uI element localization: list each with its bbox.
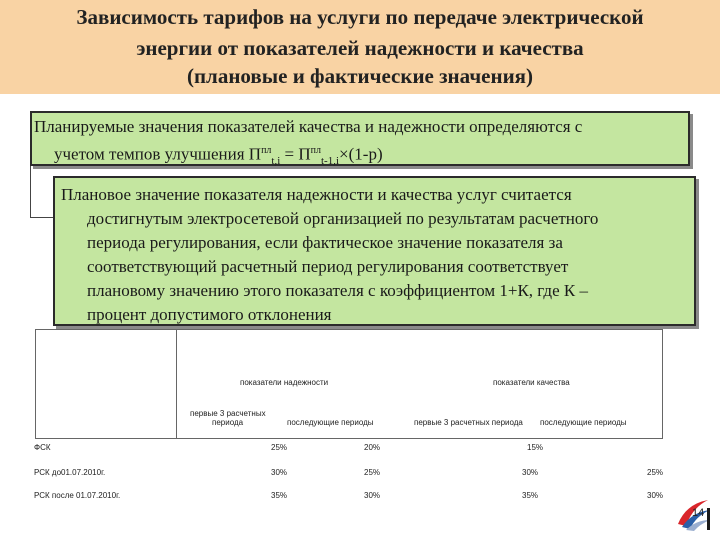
- row-label-rsk-before: РСК до01.07.2010г.: [34, 468, 106, 477]
- table-divider: [176, 329, 177, 438]
- achievement-line-2: достигнутым электросетевой организацией по результатам расчетного: [87, 209, 599, 228]
- planned-achievement-box: [53, 176, 696, 326]
- box-connector: [30, 166, 54, 218]
- title-banner: [0, 0, 720, 94]
- table-border-bottom: [35, 438, 663, 439]
- subheader-rel-first-1: первые 3 расчетных: [190, 409, 266, 418]
- formula-sub-2: t-1,i: [321, 155, 340, 168]
- formula-sub-1: t,i: [271, 155, 281, 168]
- page-marker-bar: [707, 508, 710, 530]
- cell-rsk-after-qual-next: 30%: [647, 491, 664, 500]
- formula-prefix: учетом темпов улучшения П: [54, 144, 262, 164]
- cell-rsk-before-qual-next: 25%: [647, 468, 664, 477]
- cell-fsk-qual-first: 15%: [527, 443, 544, 452]
- subheader-qual-first: первые 3 расчетных периода: [414, 418, 523, 427]
- title-line-1: Зависимость тарифов на услуги по передаче электрической: [76, 5, 644, 29]
- subheader-rel-first-2: периода: [212, 418, 244, 427]
- cell-rsk-after-rel-first: 35%: [271, 491, 288, 500]
- formula-tail: ×(1-p): [339, 144, 383, 164]
- table-border-right: [662, 329, 663, 438]
- header-quality: показатели качества: [493, 378, 570, 387]
- cell-rsk-before-rel-first: 30%: [271, 468, 288, 477]
- cell-rsk-after-qual-first: 35%: [522, 491, 539, 500]
- title-line-2: энергии от показателей надежности и качества: [136, 36, 584, 60]
- planned-values-box: [30, 111, 690, 166]
- table-border-top: [35, 329, 663, 330]
- table-border-left: [35, 329, 36, 438]
- achievement-line-5: плановому значению этого показателя с коэффициентом 1+К, где К –: [87, 281, 588, 300]
- cell-rsk-after-rel-next: 30%: [364, 491, 381, 500]
- cell-rsk-before-qual-first: 30%: [522, 468, 539, 477]
- formula-eq: = П: [280, 144, 311, 164]
- formula-sup-1: пл: [261, 145, 272, 156]
- cell-rsk-before-rel-next: 25%: [364, 468, 381, 477]
- row-label-rsk-after: РСК после 01.07.2010г.: [34, 491, 121, 500]
- subheader-rel-next: последующие периоды: [287, 418, 374, 427]
- achievement-line-4: соответствующий расчетный период регулирования соответствует: [87, 257, 569, 276]
- row-label-fsk: ФСК: [34, 443, 51, 452]
- cell-fsk-rel-next: 20%: [364, 443, 381, 452]
- subheader-qual-next: последующие периоды: [540, 418, 627, 427]
- planned-values-line-1: Планируемые значения показателей качества и надежности определяются с: [34, 117, 583, 136]
- formula-sup-2: пл: [310, 145, 321, 156]
- title-line-3: (плановые и фактические значения): [186, 64, 534, 88]
- cell-fsk-rel-first: 25%: [271, 443, 288, 452]
- header-reliability: показатели надежности: [240, 378, 329, 387]
- formula-line: [54, 140, 383, 172]
- achievement-line-3: периода регулирования, если фактическое значение показателя за: [87, 233, 563, 252]
- achievement-line-6: процент допустимого отклонения: [87, 305, 332, 324]
- achievement-line-1: Плановое значение показателя надежности и качества услуг считается: [61, 185, 572, 204]
- page-number: 14: [692, 507, 705, 519]
